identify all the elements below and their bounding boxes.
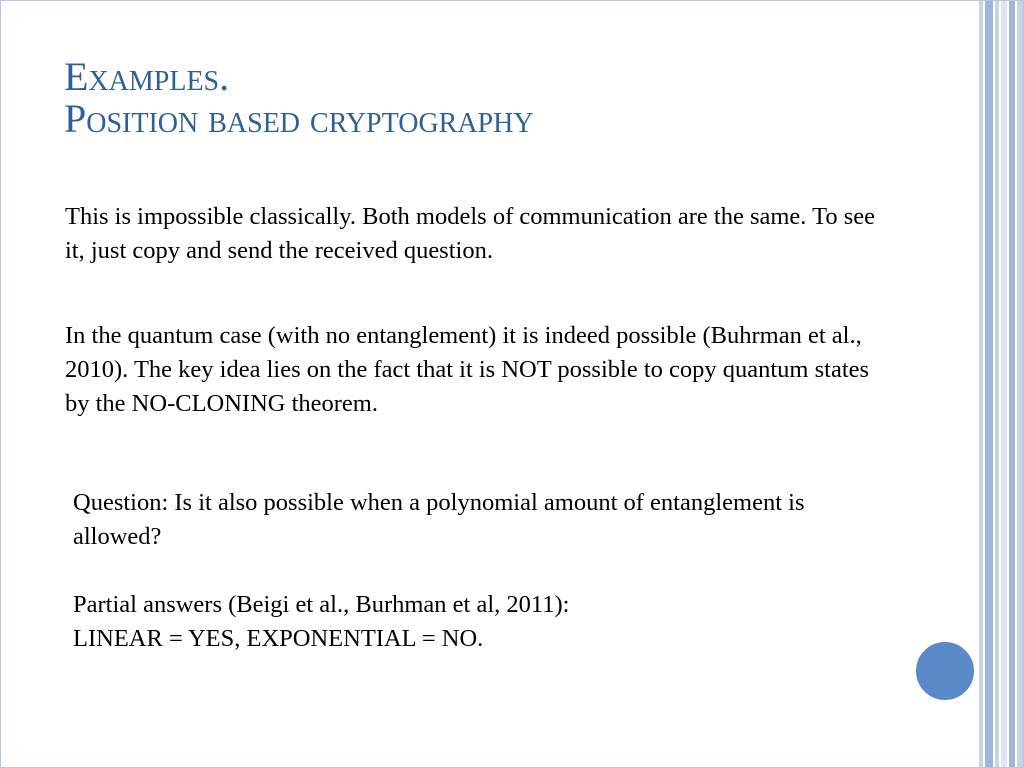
paragraph-classical: This is impossible classically. Both models of communication are the same. To see it, just copy and send the received question. <box>65 203 876 264</box>
answer-line-1: Partial answers (Beigi et al., Burhman et al, 2011): <box>73 591 570 618</box>
decorative-circle-icon <box>914 640 976 702</box>
decorative-stripe <box>995 1 999 768</box>
decorative-stripe <box>985 1 993 768</box>
decorative-stripe <box>979 1 983 768</box>
slide-title <box>64 56 944 140</box>
paragraph-quantum: In the quantum case (with no entanglement) it is indeed possible (Buhrman et al., 2010). The key idea lies on the fact that it is NOT possible to copy quantum states by the NO-CLONING theorem. <box>65 322 870 417</box>
title-line-2: Position based cryptography <box>64 96 534 141</box>
question-block <box>73 486 893 656</box>
decorative-stripe <box>1017 1 1024 768</box>
decorative-stripe <box>1009 1 1015 768</box>
title-line-1: Examples. <box>64 54 230 99</box>
decorative-stripe <box>1001 1 1007 768</box>
question-text: Question: Is it also possible when a polynomial amount of entanglement is allowed? <box>73 489 805 550</box>
answer-line-2: LINEAR = YES, EXPONENTIAL = NO. <box>73 625 484 652</box>
